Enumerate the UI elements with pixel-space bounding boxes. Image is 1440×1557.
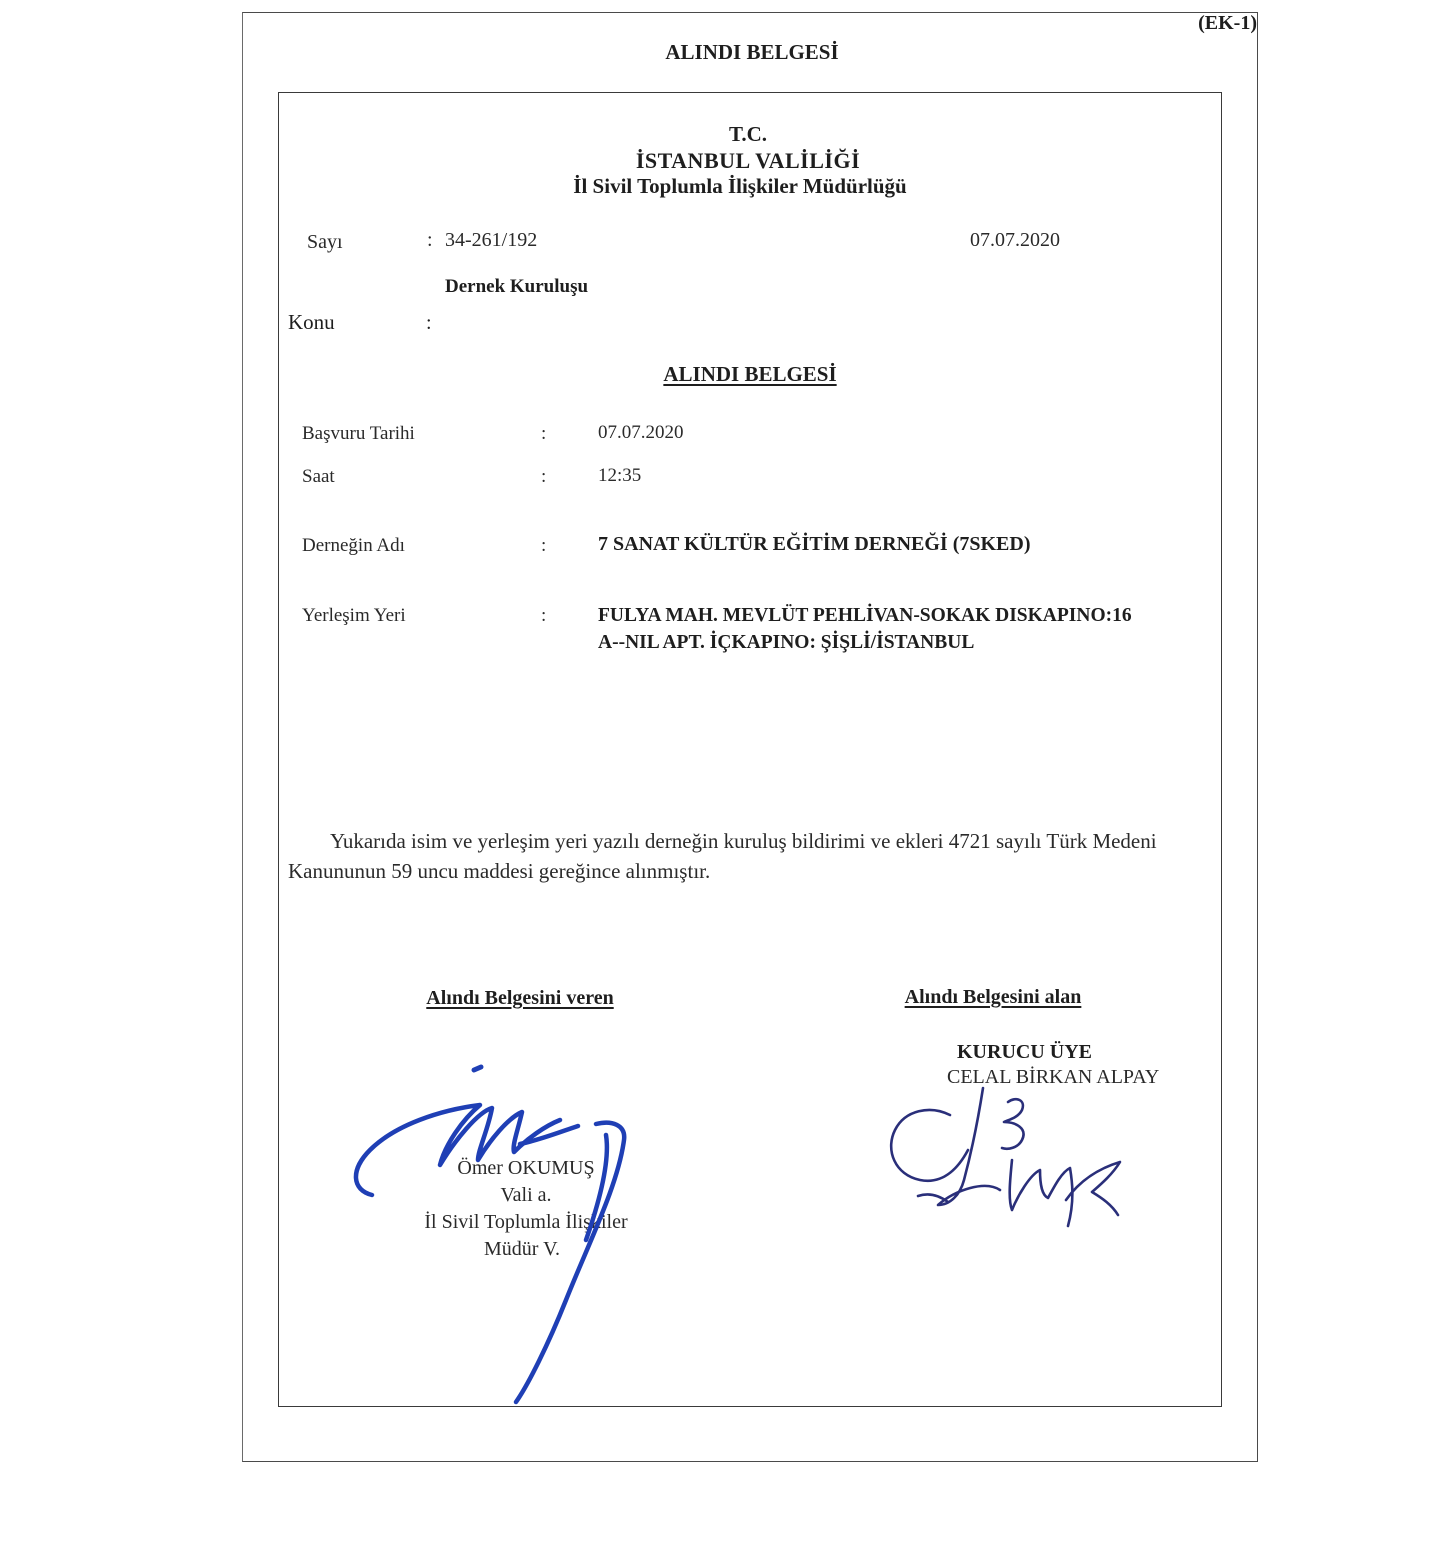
field-separator: : <box>541 423 547 444</box>
konu-label: Konu <box>288 310 335 334</box>
governorship-heading: İSTANBUL VALİLİĞİ <box>635 148 861 173</box>
giver-title: Vali a. <box>500 1184 552 1206</box>
field-value-application-date: 07.07.2020 <box>598 422 684 443</box>
field-label-time: Saat <box>302 466 335 487</box>
tc-heading: T.C. <box>728 122 768 146</box>
inner-frame <box>278 92 1222 1407</box>
receiver-name: CELAL BİRKAN ALPAY <box>947 1066 1160 1088</box>
giver-office: İl Sivil Toplumla İlişkiler <box>424 1211 628 1233</box>
field-value-address-line2: A--NIL APT. İÇKAPINO: ŞİŞLİ/İSTANBUL <box>598 632 975 653</box>
receipt-title: ALINDI BELGESİ <box>663 362 837 386</box>
directorate-heading: İl Sivil Toplumla İlişkiler Müdürlüğü <box>573 174 907 198</box>
receiver-heading: Alındı Belgesini alan <box>904 986 1082 1008</box>
giver-position: Müdür V. <box>484 1238 560 1260</box>
field-label-address: Yerleşim Yeri <box>302 605 406 626</box>
konu-separator: : <box>426 312 432 334</box>
konu-value: Dernek Kuruluşu <box>445 276 589 297</box>
top-title: ALINDI BELGESİ <box>665 40 839 64</box>
sayi-value: 34-261/192 <box>445 229 538 251</box>
body-paragraph: Yukarıda isim ve yerleşim yeri yazılı derneğin kuruluş bildirimi ve ekleri 4721 sayılı Türk Medeni Kanununun 59 uncu maddesi gereğince alınmıştır. <box>288 829 1157 883</box>
field-value-time: 12:35 <box>598 465 642 486</box>
sayi-label: Sayı <box>307 231 343 253</box>
receiver-role: KURUCU ÜYE <box>957 1041 1092 1063</box>
field-value-association-name: 7 SANAT KÜLTÜR EĞİTİM DERNEĞİ (7SKED) <box>598 533 1031 555</box>
field-separator: : <box>541 535 547 556</box>
field-separator: : <box>541 605 547 626</box>
document-date: 07.07.2020 <box>970 229 1060 251</box>
field-label-application-date: Başvuru Tarihi <box>302 423 415 444</box>
field-label-association-name: Derneğin Adı <box>302 535 405 556</box>
giver-heading: Alındı Belgesini veren <box>426 987 614 1009</box>
field-separator: : <box>541 466 547 487</box>
giver-name: Ömer OKUMUŞ <box>457 1157 595 1179</box>
field-value-address-line1: FULYA MAH. MEVLÜT PEHLİVAN-SOKAK DISKAPINO:16 <box>598 605 1132 626</box>
sayi-separator: : <box>427 229 433 251</box>
annex-label: (EK-1) <box>1198 12 1257 34</box>
